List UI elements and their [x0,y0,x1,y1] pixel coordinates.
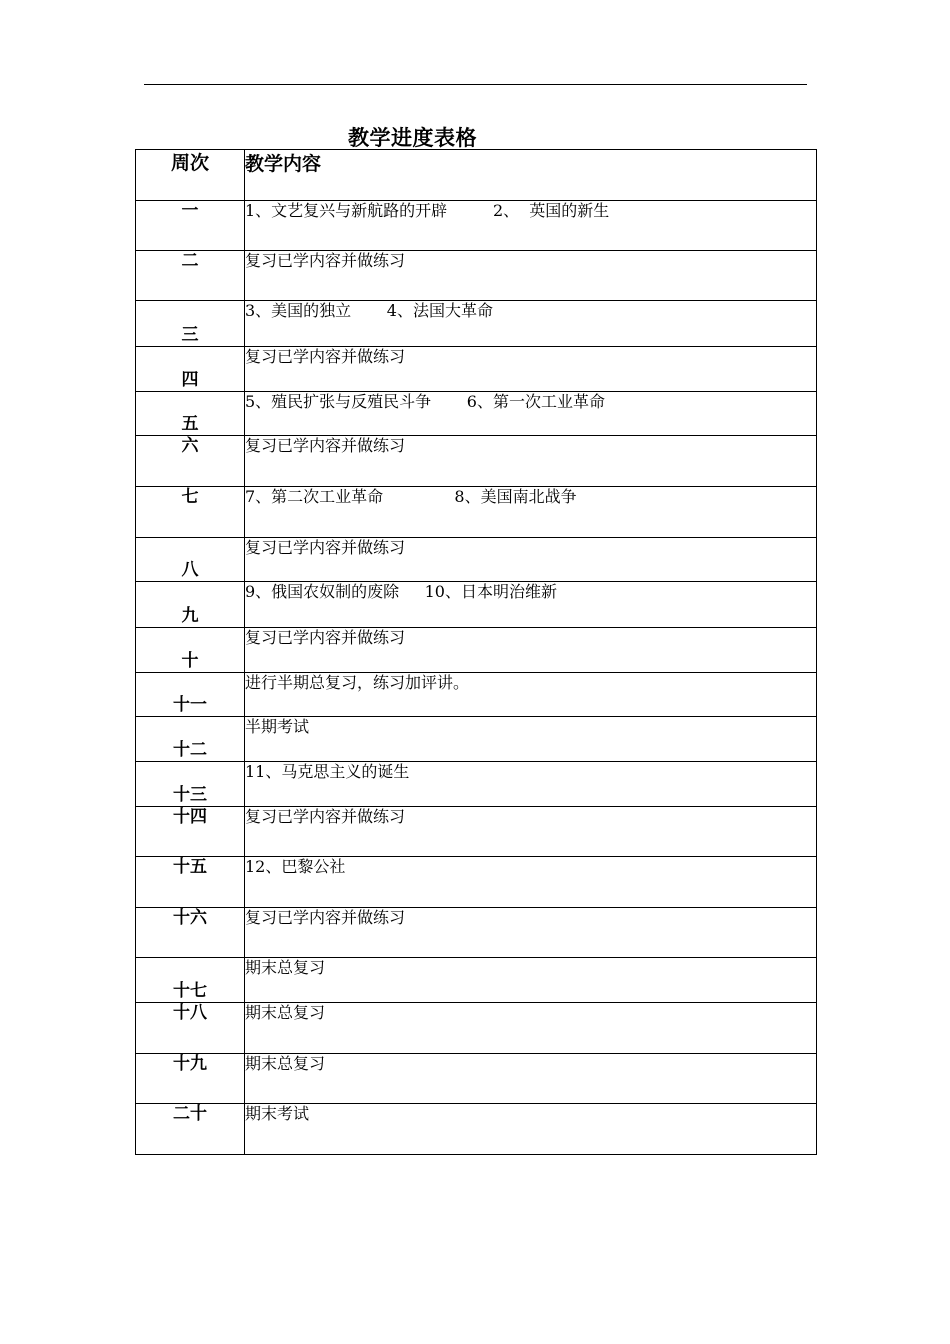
content-cell: 半期考试 [245,717,817,762]
week-column-header: 周次 [136,150,245,201]
week-cell: 十六 [136,908,245,958]
table-row [136,392,817,436]
table-row [136,582,817,628]
table-row [136,908,817,958]
week-cell: 十一 [136,673,245,717]
content-cell: 5、殖民扩张与反殖民斗争 6、第一次工业革命 [245,392,817,436]
content-cell: 12、巴黎公社 [245,857,817,908]
table-row [136,857,817,908]
content-cell: 复习已学内容并做练习 [245,538,817,582]
week-cell: 五 [136,392,245,436]
content-cell: 9、俄国农奴制的废除 10、日本明治维新 [245,582,817,628]
table-row [136,436,817,487]
content-cell: 7、第二次工业革命 8、美国南北战争 [245,487,817,538]
week-cell: 十二 [136,717,245,762]
table-row [136,251,817,301]
content-cell: 复习已学内容并做练习 [245,251,817,301]
week-cell: 一 [136,201,245,251]
table-row [136,673,817,717]
week-cell: 九 [136,582,245,628]
table-row [136,958,817,1003]
content-cell: 复习已学内容并做练习 [245,436,817,487]
week-cell: 六 [136,436,245,487]
content-cell: 期末考试 [245,1104,817,1155]
week-cell: 四 [136,347,245,392]
page-title: 教学进度表格 [348,126,477,150]
content-cell: 11、马克思主义的诞生 [245,762,817,807]
header-rule [144,84,807,85]
table-row [136,1054,817,1104]
week-cell: 十四 [136,807,245,857]
table-row [136,807,817,857]
table-row [136,762,817,807]
week-cell: 二十 [136,1104,245,1155]
content-cell: 复习已学内容并做练习 [245,908,817,958]
table-row [136,347,817,392]
week-cell: 十八 [136,1003,245,1054]
content-cell: 期末总复习 [245,1054,817,1104]
table-row [136,538,817,582]
content-column-header: 教学内容 [245,150,817,201]
table-row [136,201,817,251]
content-cell: 复习已学内容并做练习 [245,628,817,673]
content-cell: 1、文艺复兴与新航路的开辟 2、 英国的新生 [245,201,817,251]
week-cell: 十七 [136,958,245,1003]
week-cell: 三 [136,301,245,347]
table-row [136,717,817,762]
schedule-table [135,149,817,1155]
content-cell: 3、美国的独立 4、法国大革命 [245,301,817,347]
week-cell: 二 [136,251,245,301]
week-cell: 十五 [136,857,245,908]
table-row [136,487,817,538]
week-cell: 十九 [136,1054,245,1104]
content-cell: 复习已学内容并做练习 [245,807,817,857]
table-row [136,628,817,673]
content-cell: 期末总复习 [245,1003,817,1054]
week-cell: 十 [136,628,245,673]
week-cell: 八 [136,538,245,582]
week-cell: 十三 [136,762,245,807]
content-cell: 复习已学内容并做练习 [245,347,817,392]
content-cell: 期末总复习 [245,958,817,1003]
table-row [136,1104,817,1155]
table-row [136,1003,817,1054]
week-cell: 七 [136,487,245,538]
table-row [136,301,817,347]
table-header-row [136,150,817,201]
content-cell: 进行半期总复习，练习加评讲。 [245,673,817,717]
